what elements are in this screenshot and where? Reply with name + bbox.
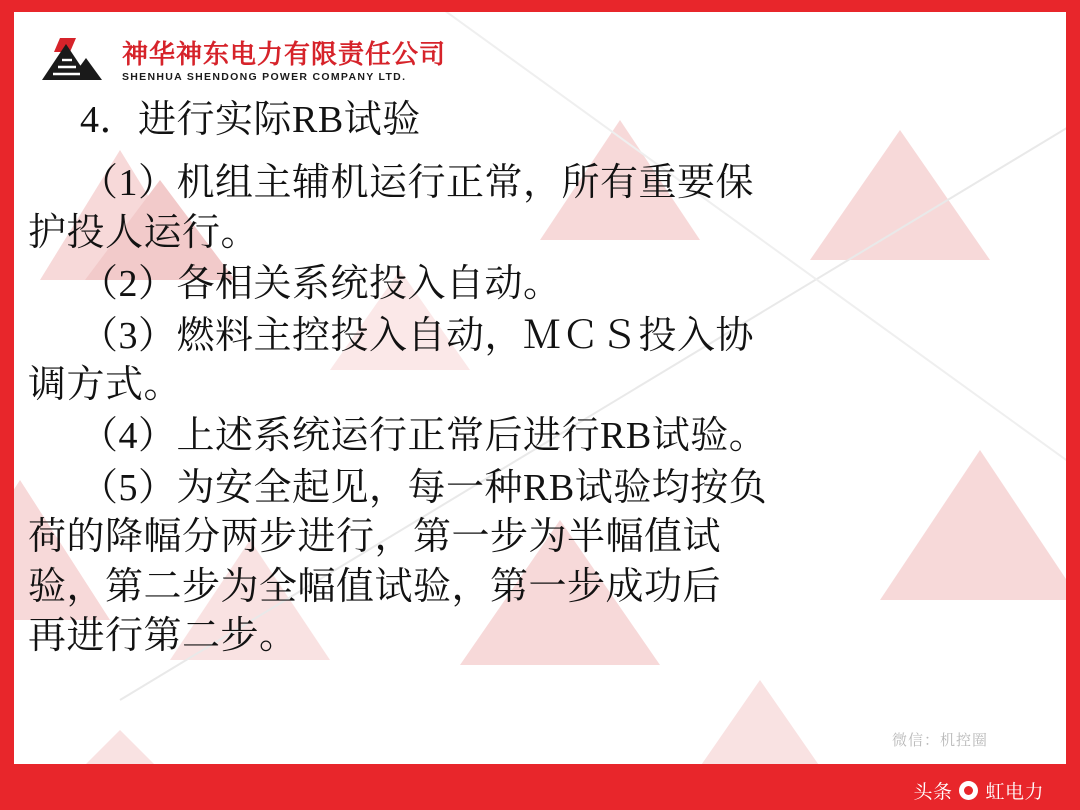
- slide-heading: 4．进行实际RB试验: [80, 99, 421, 141]
- paragraph-4: [28, 412, 1038, 461]
- paragraph-1: [28, 159, 1038, 258]
- paragraph-line: （3）燃料主控投入自动，ＭＣＳ投入协: [80, 314, 755, 357]
- paragraph-line: 验，第二步为全幅值试验，第一步成功后: [28, 565, 722, 608]
- footer-attribution: [913, 777, 1044, 804]
- frame-left-band: [0, 0, 14, 810]
- paragraph-line: 荷的降幅分两步进行，第一步为半幅值试: [28, 516, 722, 559]
- paragraph-line: （5）为安全起见，每一种RB试验均按负: [80, 466, 768, 509]
- company-logo: [40, 36, 446, 82]
- logo-chinese-name: 神华神东电力有限责任公司: [122, 39, 447, 70]
- paragraph-line: （1）机组主辅机运行正常，所有重要保: [80, 162, 755, 205]
- paragraph-line: 调方式。: [28, 363, 183, 406]
- paragraph-line: 护投人运行。: [28, 211, 260, 254]
- footer-separator-icon: [959, 781, 978, 800]
- watermark-text: 微信：机控圈: [891, 732, 988, 749]
- slide-body: [28, 96, 1038, 663]
- paragraph-3: [28, 312, 1038, 411]
- paragraph-2: [28, 260, 1038, 309]
- footer-brand: 头条: [913, 782, 953, 803]
- frame-top-band: [0, 0, 1080, 12]
- shenhua-mountain-logo-icon: [40, 36, 114, 82]
- paragraph-line: （2）各相关系统投入自动。: [80, 263, 562, 306]
- paragraph-5: [28, 464, 1038, 662]
- logo-english-name: SHENHUA SHENDONG POWER COMPANY LTD.: [122, 70, 407, 83]
- paragraph-line: （4）上述系统运行正常后进行RB试验。: [80, 415, 768, 458]
- frame-right-band: [1066, 0, 1080, 810]
- paragraph-line: 再进行第二步。: [28, 614, 298, 657]
- footer-account: 虹电力: [985, 782, 1044, 803]
